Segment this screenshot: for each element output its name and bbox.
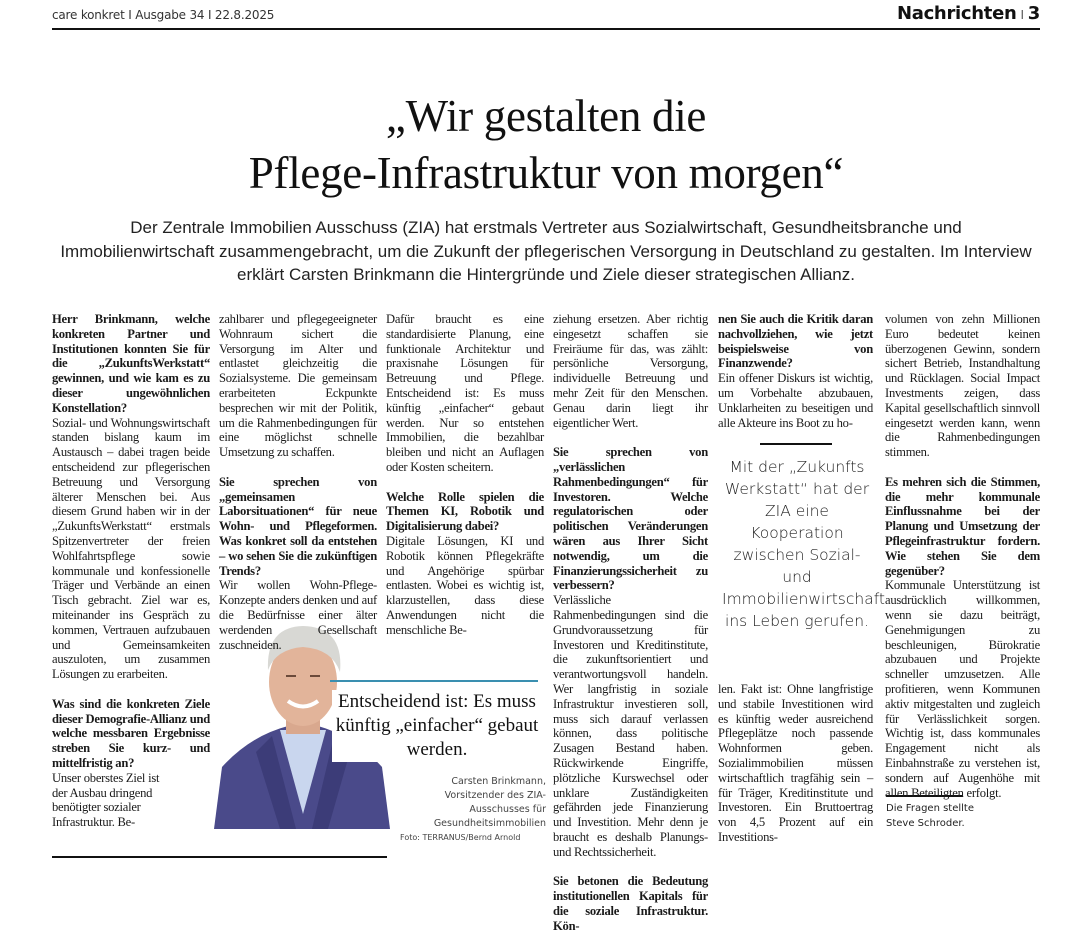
sidebar-quote: Mit der „Zukunfts Werkstatt“ hat der ZIA eine Kooperation zwischen Sozial- und Immobilienwirtschaft ins Leben gerufen. — [722, 458, 885, 630]
interview-answer: ziehung ersetzen. Aber richtig eingesetzt schaffen sie Freiräume für das, was zählt: persönliche Versorgung, individuelle Betreuung und mehr Zeit für den Menschen. Genau darin liegt ihr eigentlicher Wert. — [553, 312, 708, 430]
interview-answer: Digitale Lösungen, KI und Robotik können Pflegekräfte und Angehörige spürbar entlasten. Wobei es wichtig ist, klarzustellen, dass diese Anwendungen nicht die menschliche Be- — [386, 533, 544, 637]
headline-line: Pflege-Infrastruktur von morgen“ — [248, 148, 844, 198]
byline-line: Die Fragen stellte — [886, 803, 975, 814]
article-deck: Der Zentrale Immobilien Ausschuss (ZIA) hat erstmals Vertreter aus Sozialwirtschaft, Gesundheitsbranche und Immobilienwirtschaft zusammengebracht, um die Zukunft der pflegerischen Versorgung in Deutschland zu gestalten. Im Interview erklärt Carsten Brinkmann die Hintergründe und Ziele dieser strategischen Allianz. — [60, 218, 1032, 284]
interview-answer: Dafür braucht es eine standardisierte Planung, eine funktionale Architektur und praxisnahe Lösungen für Betreuung und Pflege. Entscheidend ist: Es muss künftig „einfacher“ gebaut werden. Nur so entstehen Immobilien, die bezahlbar bleiben und nicht an Auflagen oder Kosten scheitern. — [386, 312, 544, 474]
article-column — [219, 312, 377, 667]
issue-number: Ausgabe 34 — [135, 8, 205, 22]
pullquote-rule — [330, 680, 538, 682]
publication-name: care konkret — [52, 8, 125, 22]
byline-author: Steve Schroder. — [886, 818, 965, 829]
headline — [0, 88, 1092, 202]
headline-line: „Wir gestalten die — [385, 91, 707, 141]
interview-answer: Verlässliche Rahmenbedingungen sind die Grundvoraussetzung für Investoren und Kreditinstitute, die zukunftsorientiert und verantwortungsvoll handeln. Wer langfristig in soziale Infrastruktur investieren soll, muss sich darauf verlassen können, dass politische Zusagen Bestand haben. Rückwirkende Eingriffe, plötzliche Kurswechsel oder unklare Zuständigkeiten gefährden jede Finanzierung und Investition. Mehr denn je braucht es deshalb Planungs- und Rechtssicherheit. — [553, 593, 708, 859]
separator: I — [1020, 8, 1024, 22]
interview-question: Welche Rolle spielen die Themen KI, Robotik und Digitalisierung dabei? — [386, 489, 544, 534]
page-number: 3 — [1027, 3, 1040, 24]
interview-answer: Ein offener Diskurs ist wichtig, um Vorbehalte abzubauen, Unklarheiten zu beseitigen und alle Akteure ins Boot zu ho- — [718, 371, 873, 430]
interview-answer: Wir wollen Wohn-Pflege-Konzepte anders denken und auf die Bedürfnisse einer älter werdenden Gesellschaft zuschneiden. — [219, 578, 377, 652]
publication-info — [52, 8, 274, 22]
header-rule — [52, 28, 1040, 30]
interview-question: Es mehren sich die Stimmen, die mehr kommunale Einflussnahme bei der Planung und Umsetzung der Pflegeinfrastruktur fordern. Wie stehen Sie dem gegenüber? — [885, 474, 1040, 578]
caption-text: Carsten Brinkmann, Vorsitzender des ZIA-Ausschusses für Gesundheitsimmobilien — [433, 776, 546, 829]
issue-date: 22.8.2025 — [214, 8, 275, 22]
interview-answer: len. Fakt ist: Ohne langfristige und stabile Investitionen wird es künftig weder ausreichend Pflegeplätze noch passende Wohnformen geben. Sozialimmobilien müssen wirtschaftlich tragfähig sein – für Träger, Kreditinstitute und Investoren. Ein Bruttoertrag von 4,5 Prozent auf ein Investitions- — [718, 682, 873, 844]
footer-rule — [52, 856, 387, 858]
interview-question: Sie sprechen von „verlässlichen Rahmenbedingungen“ für Investoren. Welche regulatorischen oder politischen Veränderungen wären aus Ihrer Sicht notwendig, um die Finanzierungssicherheit zu verbessern? — [553, 445, 708, 593]
pullquote: Entscheidend ist: Es muss künftig „einfacher“ gebaut werden. — [332, 690, 542, 762]
interview-answer: volumen von zehn Millionen Euro bedeutet keinen überzogenen Gewinn, sondern sichert Betrieb, Instandhaltung und Rücklagen. Social Impact Investments zeigen, dass Kapital gesellschaftlich sinnvoll eingesetzt werden kann, wenn die Rahmenbedingungen stimmen. — [885, 312, 1040, 460]
article-column — [52, 312, 210, 845]
article-column — [885, 312, 1040, 815]
separator: I — [128, 8, 132, 22]
interview-answer: Kommunale Unterstützung ist ausdrücklich willkommen, wenn sie dazu beiträgt, Genehmigungen zu beschleunigen, Bürokratie abzubauen und Projekte schneller umzusetzen. Alle profitieren, wenn Kommunen aktiv mitgestalten und zugleich für Verlässlichkeit sorgen. Wichtig ist, dass kommunales Engagement nicht als Einbahnstraße zu verstehen ist, sondern auf Augenhöhe mit allen Beteiligten erfolgt. — [885, 578, 1040, 800]
article-column — [386, 312, 544, 652]
article-column — [553, 312, 708, 933]
interview-answer: zahlbarer und pflegegeeigneter Wohnraum sichert die Versorgung im Alter und entlastet gleichzeitig die Sozialsysteme. Die gemeinsam erarbeiteten Eckpunkte besprechen wir mit der Politik, um die Rahmenbedingungen für eine möglichst schnelle Umsetzung zu schaffen. — [219, 312, 377, 460]
interview-question: Sie sprechen von „gemeinsamen Laborsituationen“ für neue Wohn- und Pflegeformen. Was konkret soll da entstehen – wo sehen Sie die zukünftigen Trends? — [219, 474, 377, 578]
interview-answer: Sozial- und Wohnungswirtschaft standen bislang kaum im Austausch – dabei tragen beide entscheidend zur pflegerischen Betreuung und Versorgung älterer Menschen bei. Aus diesem Grund haben wir in der „ZukunftsWerkstatt“ erstmals Spitzenvertreter der freien Wohlfahrtspflege sowie kommunale und konfessionelle Träger und Verbände an einen Tisch gebracht. Ziel war es, miteinander ins Gespräch zu kommen, Vertrauen aufzubauen und Gemeinsamkeiten auszuloten, um zusammen Lösungen zu erarbeiten. — [52, 415, 210, 682]
interview-question: Herr Brinkmann, welche konkreten Partner und Institutionen konnten Sie für die „ZukunftsWerkstatt“ gewinnen, und wie kam es zu dieser ungewöhnlichen Konstellation? — [52, 312, 210, 415]
interview-question: Was sind die konkreten Ziele dieser Demografie-Allianz und welche messbaren Ergebnisse streben Sie kurz- und mittelfristig an? — [52, 696, 210, 770]
interview-question: Sie betonen die Bedeutung institutionellen Kapitals für die soziale Infrastruktur. Kön- — [553, 874, 708, 933]
section-name: Nachrichten — [896, 3, 1017, 24]
interview-question: nen Sie auch die Kritik daran nachvollziehen, wie jetzt beispielsweise von Finanzwende? — [718, 312, 873, 371]
photo-caption — [398, 775, 546, 845]
interview-answer: Unser oberstes Ziel ist der Ausbau dringend benötigter sozialer Infrastruktur. Be- — [52, 770, 160, 830]
photo-credit: Foto: TERRANUS/Bernd Arnold — [400, 833, 521, 842]
section-header — [897, 3, 1040, 24]
article-column — [718, 312, 873, 445]
separator: I — [207, 8, 212, 22]
